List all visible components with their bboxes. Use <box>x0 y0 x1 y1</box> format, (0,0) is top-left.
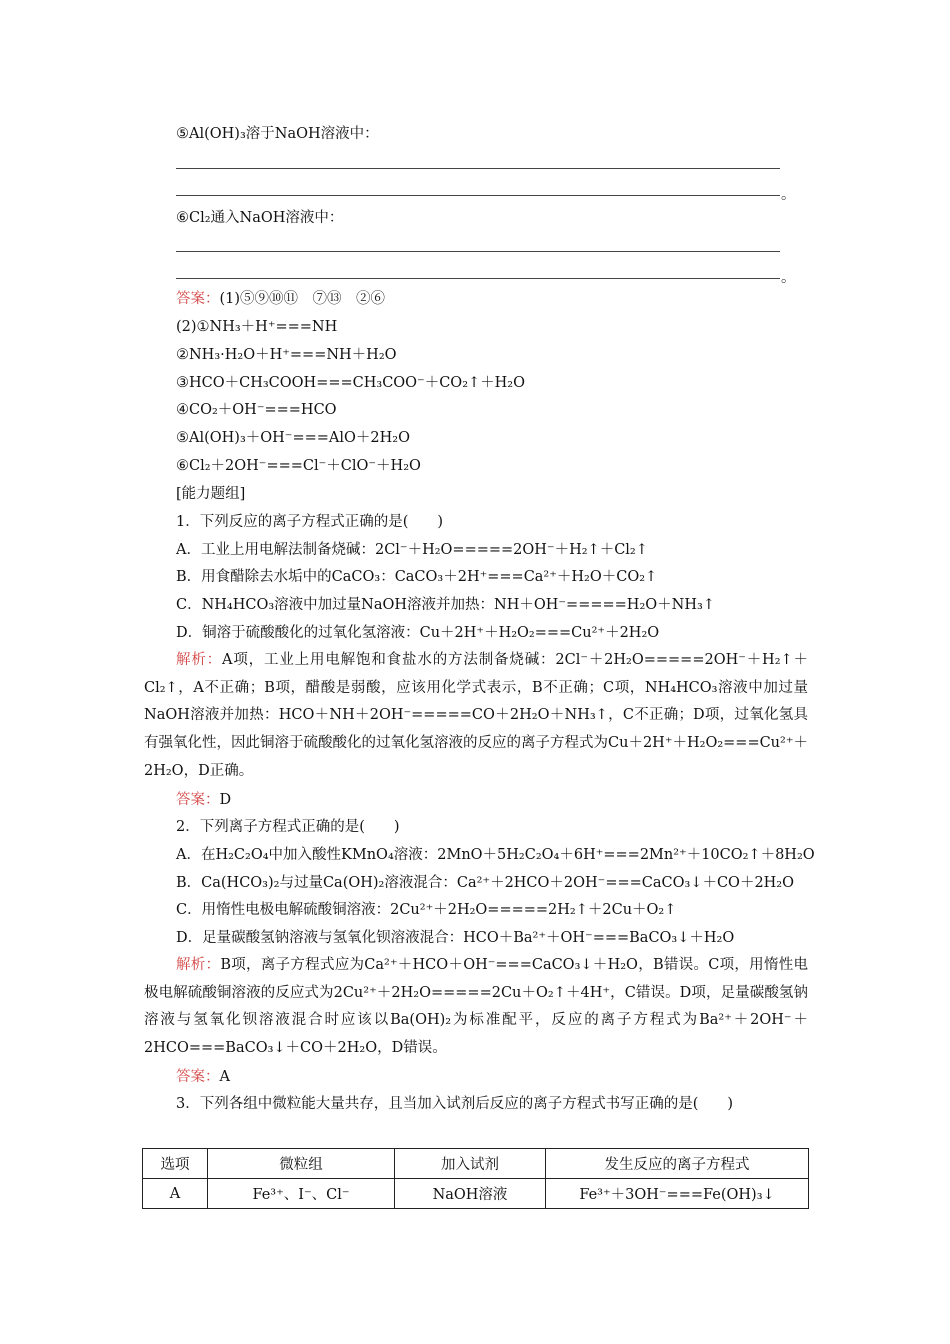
answer-blank-line[interactable] <box>176 278 780 279</box>
option-a: A．在H₂C₂O₄中加入酸性KMnO₄溶液：2MnO＋5H₂C₂O₄＋6H⁺===2Mn²⁺＋10CO₂↑＋8H₂O <box>176 847 815 863</box>
answer-line <box>176 790 231 810</box>
answer-text: (1)⑤⑨⑩⑪ ⑦⑬ ②⑥ <box>219 291 386 307</box>
answer-label: 答案： <box>176 291 220 307</box>
answer-blank-line[interactable] <box>176 251 780 252</box>
table-cell: NaOH溶液 <box>395 1179 546 1209</box>
option-c: C．NH₄HCO₃溶液中加过量NaOH溶液并加热：NH＋OH⁻=====H₂O＋NH₃↑ <box>176 597 715 613</box>
question-1-analysis <box>144 647 808 786</box>
question-1-stem: 1．下列反应的离子方程式正确的是( ) <box>176 514 444 530</box>
table-cell: Fe³⁺、I⁻、Cl⁻ <box>208 1179 395 1209</box>
answer-text: A <box>219 1069 230 1085</box>
table-cell: A <box>143 1179 208 1209</box>
period: 。 <box>781 270 796 286</box>
analysis-label: 解析： <box>176 652 223 668</box>
answer-line: ④CO₂＋OH⁻===HCO <box>176 402 337 418</box>
analysis-text: A项，工业上用电解饱和食盐水的方法制备烧碱：2Cl⁻＋2H₂O=====2OH⁻＋H₂↑＋Cl₂↑，A不正确；B项，醋酸是弱酸，应该用化学式表示，B不正确；C项，NH₄HCO₃溶液中加过量NaOH溶液并加热：HCO＋NH＋2OH⁻=====CO＋2H₂O＋NH₃↑，C不正确；D项，过氧化氢具有强氧化性，因此铜溶于硫酸酸化的过氧化氢溶液的反应的离子方程式为Cu＋2H⁺＋H₂O₂===Cu²⁺＋2H₂O，D正确。 <box>144 652 809 779</box>
option-c: C．用惰性电极电解硫酸铜溶液：2Cu²⁺＋2H₂O=====2H₂↑＋2Cu＋O₂↑ <box>176 902 677 918</box>
answer-line: (2)①NH₃＋H⁺===NH <box>176 319 338 335</box>
option-d: D．足量碳酸氢钠溶液与氢氧化钡溶液混合：HCO＋Ba²⁺＋OH⁻===BaCO₃↓＋H₂O <box>176 930 735 946</box>
section-header: [能力题组] <box>176 486 246 502</box>
table-header-cell: 微粒组 <box>208 1149 395 1179</box>
question-2-analysis <box>144 952 808 1063</box>
question-3-stem: 3．下列各组中微粒能大量共存，且当加入试剂后反应的离子方程式书写正确的是( ) <box>176 1096 734 1112</box>
answer-label: 答案： <box>176 792 220 808</box>
answer-text: D <box>219 792 232 808</box>
answer-line <box>176 289 385 309</box>
answer-line: ③HCO＋CH₃COOH===CH₃COO⁻＋CO₂↑＋H₂O <box>176 375 526 391</box>
answer-line: ⑤Al(OH)₃＋OH⁻===AlO＋2H₂O <box>176 430 410 446</box>
question-5-prompt: ⑤Al(OH)₃溶于NaOH溶液中： <box>176 126 379 142</box>
answer-label: 答案： <box>176 1069 220 1085</box>
table-header-cell: 选项 <box>143 1149 208 1179</box>
answer-line: ②NH₃·H₂O＋H⁺===NH＋H₂O <box>176 347 397 363</box>
question-2-stem: 2．下列离子方程式正确的是( ) <box>176 819 400 835</box>
option-b: B．Ca(HCO₃)₂与过量Ca(OH)₂溶液混合：Ca²⁺＋2HCO＋2OH⁻===CaCO₃↓＋CO＋2H₂O <box>176 875 795 891</box>
answer-blank-line[interactable] <box>176 195 780 196</box>
option-b: B．用食醋除去水垢中的CaCO₃：CaCO₃＋2H⁺===Ca²⁺＋H₂O＋CO₂↑ <box>176 569 658 585</box>
answer-line <box>176 1067 230 1087</box>
table-header-cell: 加入试剂 <box>395 1149 546 1179</box>
analysis-text: B项，离子方程式应为Ca²⁺＋HCO＋OH⁻===CaCO₃↓＋H₂O，B错误。C项，用惰性电极电解硫酸铜溶液的反应式为2Cu²⁺＋2H₂O=====2Cu＋O₂↑＋4H⁺，C错误。D项，足量碳酸氢钠溶液与氢氧化钡溶液混合时应该以Ba(OH)₂为标准配平，反应的离子方程式为Ba²⁺＋2OH⁻＋2HCO===BaCO₃↓＋CO＋2H₂O，D错误。 <box>144 957 809 1057</box>
question-6-prompt: ⑥Cl₂通入NaOH溶液中： <box>176 210 344 226</box>
answer-blank-line[interactable] <box>176 168 780 169</box>
table-header-cell: 发生反应的离子方程式 <box>546 1149 809 1179</box>
table-header-row <box>143 1149 809 1179</box>
answer-line: ⑥Cl₂＋2OH⁻===Cl⁻＋ClO⁻＋H₂O <box>176 458 421 474</box>
option-a: A．工业上用电解法制备烧碱：2Cl⁻＋H₂O=====2OH⁻＋H₂↑＋Cl₂↑ <box>176 542 648 558</box>
option-d: D．铜溶于硫酸酸化的过氧化氢溶液：Cu＋2H⁺＋H₂O₂===Cu²⁺＋2H₂O <box>176 625 660 641</box>
analysis-label: 解析： <box>176 957 221 973</box>
options-table <box>142 1148 809 1209</box>
table-row <box>143 1179 809 1209</box>
period: 。 <box>781 187 796 203</box>
table-cell: Fe³⁺＋3OH⁻===Fe(OH)₃↓ <box>546 1179 809 1209</box>
